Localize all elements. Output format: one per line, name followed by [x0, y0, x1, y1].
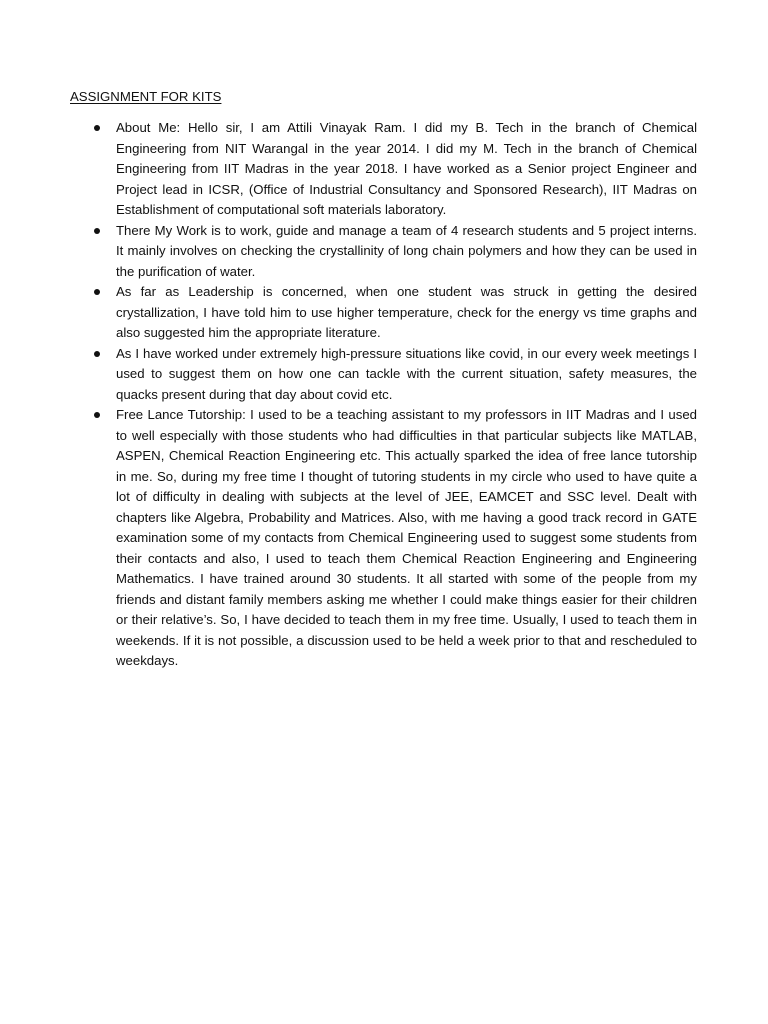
bullet-dot-icon [94, 228, 100, 234]
bullet-text: About Me: Hello sir, I am Attili Vinayak Ram. I did my B. Tech in the branch of Chemical Engineering from NIT Warangal in the year 2014. I did my M. Tech in the branch of Chemical Engineering from IIT Madras in the year 2018. I have worked as a Senior project Engineer and Project lead in ICSR, (Office of Industrial Consultancy and Sponsored Research), IIT Madras on Establishment of computational soft materials laboratory. [116, 120, 697, 217]
bullet-dot-icon [94, 351, 100, 357]
bullet-dot-icon [94, 289, 100, 295]
bullet-list [116, 118, 697, 672]
bullet-dot-icon [94, 412, 100, 418]
document-title: ASSIGNMENT FOR KITS [70, 89, 222, 104]
bullet-text: As I have worked under extremely high-pressure situations like covid, in our every week meetings I used to suggest them on how one can tackle with the current situation, safety measures, the quacks present during that day about covid etc. [116, 345, 697, 402]
bullet-text: Free Lance Tutorship: I used to be a teaching assistant to my professors in IIT Madras and I used to well especially with those students who had difficulties in that particular subjects like MATLAB, ASPEN, Chemical Reaction Engineering etc. This actually sparked the idea of free lance tutorship in me. So, during my free time I thought of tutoring students in my circle who used to have quite a lot of difficulty in dealing with subjects at the level of JEE, EAMCET and SSC level. Dealt with chapters like Algebra, Probability and Matrices. Also, with me having a good track record in GATE examination some of my contacts from Chemical Engineering used to suggest some students from their contacts and also, I used to teach them Chemical Reaction Engineering and Engineering Mathematics. I have trained around 30 students. It all started with some of the people from my friends and distant family members asking me whether I could make things easier for their children or their relative’s. So, I have decided to teach them in my free time. Usually, I used to teach them in weekends. If it is not possible, a discussion used to be held a week prior to that and rescheduled to weekdays. [116, 407, 697, 668]
bullet-item-tutorship [116, 405, 697, 672]
bullet-text: There My Work is to work, guide and manage a team of 4 research students and 5 project interns. It mainly involves on checking the crystallinity of long chain polymers and how they can be used in the purification of water. [116, 222, 697, 279]
bullet-dot-icon [94, 125, 100, 131]
bullet-item-pressure [116, 344, 697, 406]
bullet-text: As far as Leadership is concerned, when one student was struck in getting the desired crystallization, I have told him to use higher temperature, check for the energy vs time graphs and also suggested him the appropriate literature. [116, 284, 697, 340]
bullet-item-about-me [116, 118, 697, 221]
bullet-item-work [116, 221, 697, 283]
bullet-item-leadership [116, 282, 697, 344]
